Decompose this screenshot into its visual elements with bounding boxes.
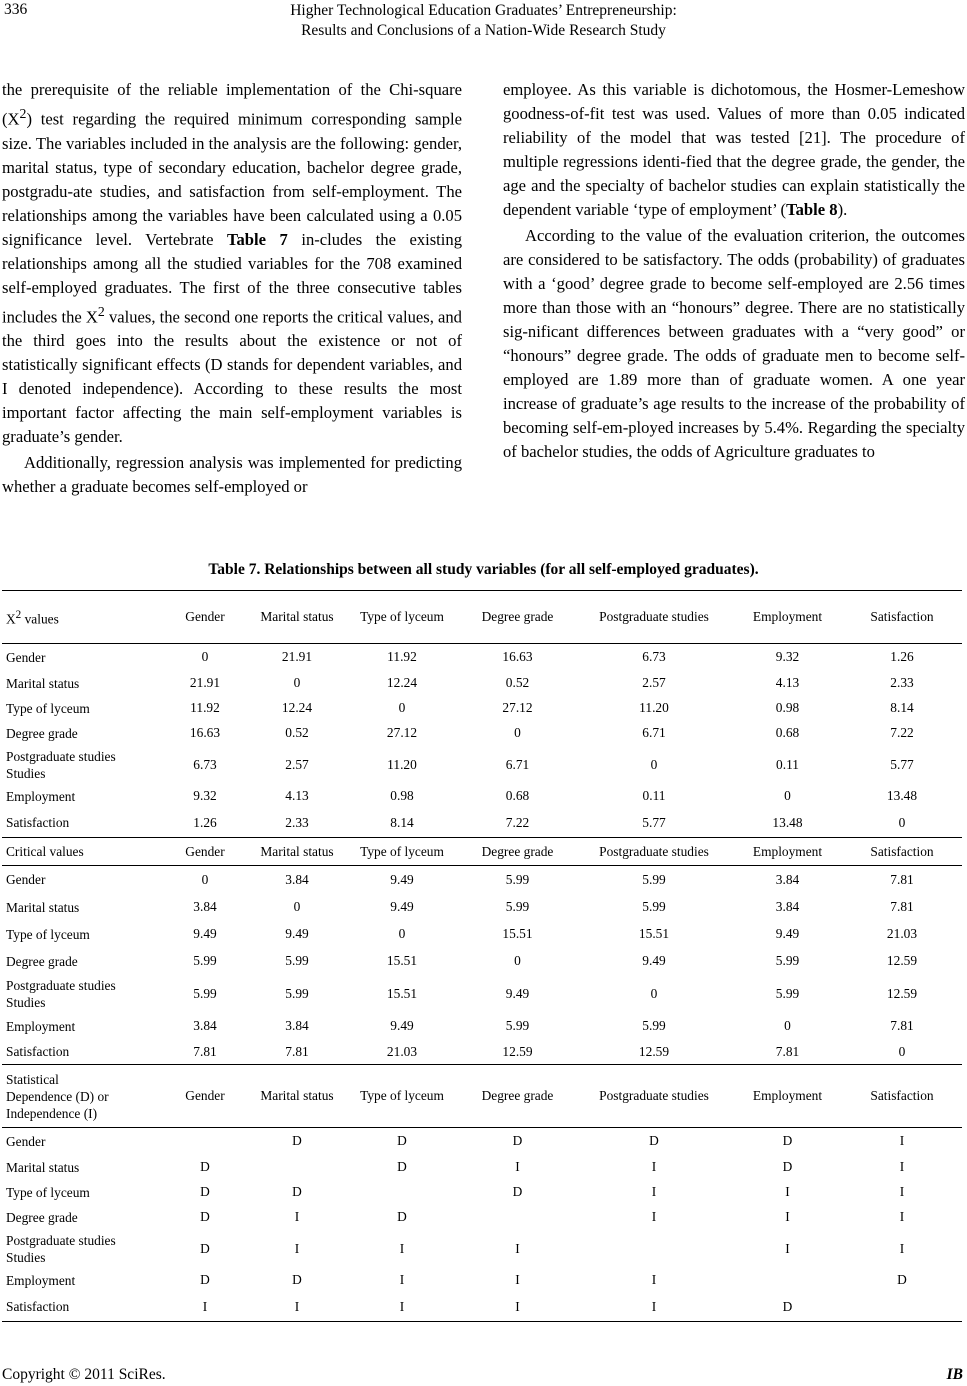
table-row [2,696,962,721]
table-cell: D [733,1293,842,1322]
table-cell: 5.99 [285,953,309,968]
row-label [2,746,160,784]
table-cell: 0 [201,649,209,665]
label-line: Independence (I) [6,1105,98,1121]
table-cell: I [899,1209,905,1224]
table-cell: 7.22 [890,725,914,740]
table-cell: 3.84 [285,1018,309,1033]
row-label: Satisfaction [2,1040,160,1065]
table-row [2,975,962,1013]
table-cell: 7.81 [890,1018,914,1033]
table-cell: 5.99 [642,1018,666,1033]
table-row [2,746,962,784]
table-row [2,866,962,894]
table-cell: 12.59 [886,953,918,968]
table-cell: 1.26 [160,809,250,838]
table-cell: 0 [842,809,962,838]
row-label: Type of lyceum [6,700,90,716]
table-cell: 9.32 [775,649,800,665]
table-cell: 0.98 [390,788,414,803]
table-cell [250,1155,344,1180]
table-cell: D [397,1159,407,1174]
row-label: Gender [6,872,46,888]
table-row [2,1013,962,1040]
column-header: Gender [160,1065,250,1128]
column-header: Gender [160,838,250,866]
text-span: employee. As this variable is dichotomous, the Hosmer-Lemeshow goodness-of-fit test was used. Values of more than 0.05 indicated reliability of the model that was tested [21]. The procedure of multiple regressions identi-fied that the degree grade, the gender, the age and the specialty of bachelor studies can explain statistically the dependent variable ‘type of employment’ ( [503,80,965,219]
table-cell: 9.49 [505,985,530,1001]
table-cell: I [899,1159,905,1174]
column-header: Employment [733,838,842,866]
column-header: Postgraduate studies [575,838,733,866]
column-header: Type of lyceum [344,591,460,644]
table-cell: I [899,1184,905,1199]
row-label: Marital status [6,899,80,915]
table-cell: I [399,1240,405,1256]
column-header: Marital status [250,1065,344,1128]
column-header: Satisfaction [842,591,962,644]
table-cell: 9.49 [390,1018,414,1033]
table-cell: D [782,1133,793,1149]
table-cell: 15.51 [502,926,533,941]
table-reference: Table 8 [786,200,838,219]
row-label [2,1230,160,1268]
superscript: 2 [15,608,22,621]
table-cell: I [651,1209,657,1224]
table-cell: 9.49 [390,871,414,887]
table-cell: 21.91 [189,675,221,690]
table-row [2,1205,962,1230]
table-cell: 2.33 [250,809,344,838]
table-cell: 2.57 [642,675,666,690]
table-cell: 5.99 [193,953,217,968]
table-cell: D [897,1272,907,1287]
row-label: Degree grade [6,725,78,741]
table-cell: 15.51 [386,953,418,968]
table-cell: 11.92 [190,700,220,715]
table-cell: I [460,1293,575,1322]
table-header-row [2,838,962,866]
table-row [2,948,962,975]
table-row [2,1230,962,1268]
column-header: Type of lyceum [344,1065,460,1128]
table-cell: 1.26 [890,649,914,665]
column-header: Employment [733,591,842,644]
table-cell: 3.84 [775,871,800,887]
table-cell: I [651,1159,657,1174]
table-cell: I [785,1240,790,1256]
table-row [2,784,962,809]
column-header: Marital status [250,591,344,644]
block-label [2,591,160,644]
table-cell: 5.99 [193,985,217,1001]
column-header: Marital status [250,838,344,866]
label-line: Studies [6,994,46,1010]
table-cell: 5.99 [642,871,666,887]
table-cell: I [785,1209,790,1224]
table-cell: I [515,1240,520,1256]
row-label: Degree grade [6,953,78,969]
table-header-row [2,591,962,644]
table-cell [575,1230,733,1268]
table-cell: D [292,1133,302,1149]
text-span: in-cludes the existing relationships among all the studied variables for the 708 examined self-employed graduates. The first of the three consecutive tables includes the X [2,229,462,327]
table-cell: 27.12 [386,725,418,740]
table-cell: D [200,1184,210,1199]
table-cell: I [250,1293,344,1322]
table-cell [160,1128,250,1155]
block-label: Critical values [2,838,160,866]
table-cell: I [294,1240,300,1256]
table-cell: 6.73 [642,649,666,665]
table-cell: 0.52 [285,725,309,740]
table-reference: Table 7 [226,229,288,249]
relationships-table [2,590,962,1322]
table-row [2,1293,962,1322]
table-row [2,1155,962,1180]
text-span: X [6,611,16,627]
table-row [2,644,962,671]
table-header-row [2,1065,962,1128]
journal-abbreviation: IB [946,1366,963,1383]
table-cell [344,1180,460,1205]
table-cell: D [292,1272,302,1287]
table-cell: 5.99 [775,985,800,1001]
table-cell: 11.92 [387,649,417,665]
table-cell: 8.14 [890,700,914,715]
table-cell: 0.68 [505,788,530,803]
table-cell: 7.81 [250,1040,344,1065]
table-cell: 9.49 [642,953,666,968]
table-cell: 5.77 [890,756,914,772]
right-column [503,78,965,464]
table-cell: 9.32 [193,788,217,803]
text-span: values, the second one reports the critical values, and the third goes into the results about the existence or not of statistically significant effects (D stands for dependent variables, and I denoted independence). According to these results the most important factor affecting the main self-employment variables is graduate’s gender. [2,307,462,447]
table-cell: 12.59 [575,1040,733,1065]
table-cell: D [200,1240,210,1256]
table-cell: 8.14 [344,809,460,838]
table-cell: 3.84 [285,871,309,887]
table-cell: I [651,1272,657,1287]
table-cell: D [512,1184,523,1199]
table-cell: 0 [293,899,301,914]
column-header: Satisfaction [842,1065,962,1128]
table-cell: 16.63 [189,725,221,740]
table-cell: 0 [784,788,791,803]
row-label: Gender [6,1133,46,1149]
table-cell: I [575,1293,733,1322]
label-line: Statistical [6,1071,59,1087]
table-cell: I [399,1272,405,1287]
column-header: Degree grade [460,591,575,644]
left-paragraph-1 [2,78,462,449]
table-cell: D [200,1272,210,1287]
table-cell: 0.11 [776,756,799,772]
table-cell: 2.33 [890,675,914,690]
table-cell: 16.63 [502,649,533,665]
table-cell: 5.99 [775,953,800,968]
table-cell: I [899,1133,905,1149]
left-column [2,78,462,499]
row-label: Employment [6,1272,76,1288]
table-cell: D [649,1133,659,1149]
page-number: 336 [4,1,28,18]
table-cell: 0 [514,725,521,740]
row-label [2,975,160,1013]
table-cell: 6.73 [193,756,217,772]
text-span: values [21,611,59,627]
running-title-line-1: Higher Technological Education Graduates’ Entrepreneurship: [290,2,677,19]
label-line: Studies [6,765,46,781]
table-cell: D [200,1209,210,1224]
text-span: the prerequisite of the reliable implementation of the Chi-square (X [2,80,462,129]
table-cell: 7.22 [460,809,575,838]
label-line: Studies [6,1249,46,1265]
table-cell: I [515,1159,520,1174]
label-line: Postgraduate studies [6,748,116,764]
table-cell: 0 [650,756,658,772]
table-cell: 6.71 [642,725,666,740]
table-cell: D [512,1133,523,1149]
block-label [2,1065,160,1128]
table-cell: 27.12 [502,700,533,715]
row-label: Employment [6,788,76,804]
table-cell: 5.99 [505,899,530,914]
text-span: ). [837,200,848,219]
table-cell: 21.91 [281,649,313,665]
table-cell: I [294,1209,300,1224]
table-cell [460,1205,575,1230]
table-cell: D [292,1184,302,1199]
table-cell: 9.49 [285,926,309,941]
table-cell: 12.24 [386,675,418,690]
table-cell: 5.77 [575,809,733,838]
column-header: Employment [733,1065,842,1128]
table-cell: 15.51 [638,926,670,941]
table-cell: 7.81 [733,1040,842,1065]
column-header: Degree grade [460,1065,575,1128]
copyright-notice: Copyright © 2011 SciRes. [2,1366,166,1383]
left-paragraph-2: Additionally, regression analysis was implemented for predicting whether a graduate becomes self-employed or [2,453,462,497]
table-row [2,894,962,921]
column-header: Type of lyceum [344,838,460,866]
table-cell: 0 [842,1040,962,1065]
row-label: Degree grade [6,1209,78,1225]
table-cell: 13.48 [886,788,918,803]
label-line: Postgraduate studies [6,1232,116,1248]
table-cell: 6.71 [505,756,530,772]
table-cell: D [397,1209,407,1224]
table-cell: 4.13 [285,788,309,803]
table-cell: 3.84 [193,1018,217,1033]
table-cell [733,1268,842,1293]
table-cell: 9.49 [390,899,414,914]
table-cell: I [515,1272,520,1287]
row-label: Type of lyceum [6,1184,90,1200]
table-cell: 0.98 [775,700,800,715]
table-cell: 9.49 [775,926,800,941]
table-cell: 15.51 [386,985,418,1001]
table-cell: I [160,1293,250,1322]
row-label: Satisfaction [2,1293,160,1322]
column-header: Degree grade [460,838,575,866]
table-row [2,1268,962,1293]
table-cell: 3.84 [193,899,217,914]
table-cell: D [200,1159,210,1174]
table-cell: 12.59 [886,985,918,1001]
row-label: Employment [6,1018,76,1034]
table-row [2,721,962,746]
table-cell: 0 [201,871,209,887]
label-line: Postgraduate studies [6,977,116,993]
column-header: Gender [160,591,250,644]
table-cell: I [899,1240,905,1256]
table-row [2,1180,962,1205]
table-row [2,1128,962,1155]
table-cell: 2.57 [285,756,309,772]
table-cell: 0 [293,675,301,690]
table-cell: 13.48 [733,809,842,838]
table-cell: 0.52 [505,675,530,690]
table-cell: 5.99 [285,985,309,1001]
column-header: Postgraduate studies [575,591,733,644]
table-cell: 12.24 [281,700,313,715]
table-cell: 0.11 [642,788,666,803]
table-cell: I [651,1184,657,1199]
table-cell: 0 [398,926,406,941]
column-header: Postgraduate studies [575,1065,733,1128]
table-cell: 9.49 [193,926,217,941]
column-header: Satisfaction [842,838,962,866]
row-label: Marital status [6,675,80,691]
table-cell: 7.81 [890,871,914,887]
table-caption: Table 7. Relationships between all study variables (for all self-employed graduates). [208,561,759,578]
table-cell: 5.99 [505,1018,530,1033]
table-cell: I [344,1293,460,1322]
running-title-line-2: Results and Conclusions of a Nation-Wide Research Study [301,22,666,39]
table-cell: 0 [784,1018,791,1033]
table-cell: 0 [650,985,658,1001]
table-cell: 7.81 [890,899,914,914]
superscript: 2 [19,106,27,121]
table-row [2,671,962,696]
superscript: 2 [97,303,105,319]
table-cell: 5.99 [642,899,666,914]
table-row [2,809,962,838]
table-cell: D [782,1159,793,1174]
table-cell: 11.20 [387,756,417,772]
right-paragraph-2: According to the value of the evaluation criterion, the outcomes are considered to be satisfactory. The odds (probability) of graduates with a ‘good’ degree grade to become self-employed are 2.56 times more than those with an “honours” degree. There are no statistically sig-nificant differences between graduates with a “very good” or “honours” degree grade. The odds of graduate men to become self-employed are 1.89 more than of graduate women. A one year increase of graduate’s age results to the increase of the probability of becoming self-em-ployed increases by 5.4%. Regarding the specialty of bachelor studies, the odds of Agriculture graduates to [503,226,965,461]
text-span: ) test regarding the required minimum corresponding sample size. The variables included in the analysis are the following: gender, marital status, type of secondary education, bachelor degree grade, postgradu-ate studies, and satisfaction from self-employment. The relationships among the variables have been calculated using a 0.05 significance level. Vertebrate [2,109,462,249]
table-cell: 0.68 [775,725,800,740]
right-paragraph-1 [503,78,965,222]
table-cell: 12.59 [460,1040,575,1065]
running-title [0,1,967,41]
table-cell: 3.84 [775,899,800,914]
row-label: Type of lyceum [6,926,90,942]
page-header [0,0,967,44]
table-cell [842,1293,962,1322]
row-label: Marital status [6,1159,80,1175]
table-cell: 0 [514,953,521,968]
table-cell: 4.13 [775,675,800,690]
table-row [2,921,962,948]
table-cell: 11.20 [639,700,669,715]
row-label: Gender [6,649,46,665]
table-cell: 21.03 [886,926,918,941]
table-cell: 5.99 [505,871,530,887]
table-cell: 7.81 [160,1040,250,1065]
label-line: Dependence (D) or [6,1088,109,1104]
table-cell: 0 [398,700,406,715]
table-row [2,1040,962,1065]
table-cell: 21.03 [344,1040,460,1065]
table-cell: I [785,1184,790,1199]
table-cell: D [397,1133,407,1149]
row-label: Satisfaction [2,809,160,838]
